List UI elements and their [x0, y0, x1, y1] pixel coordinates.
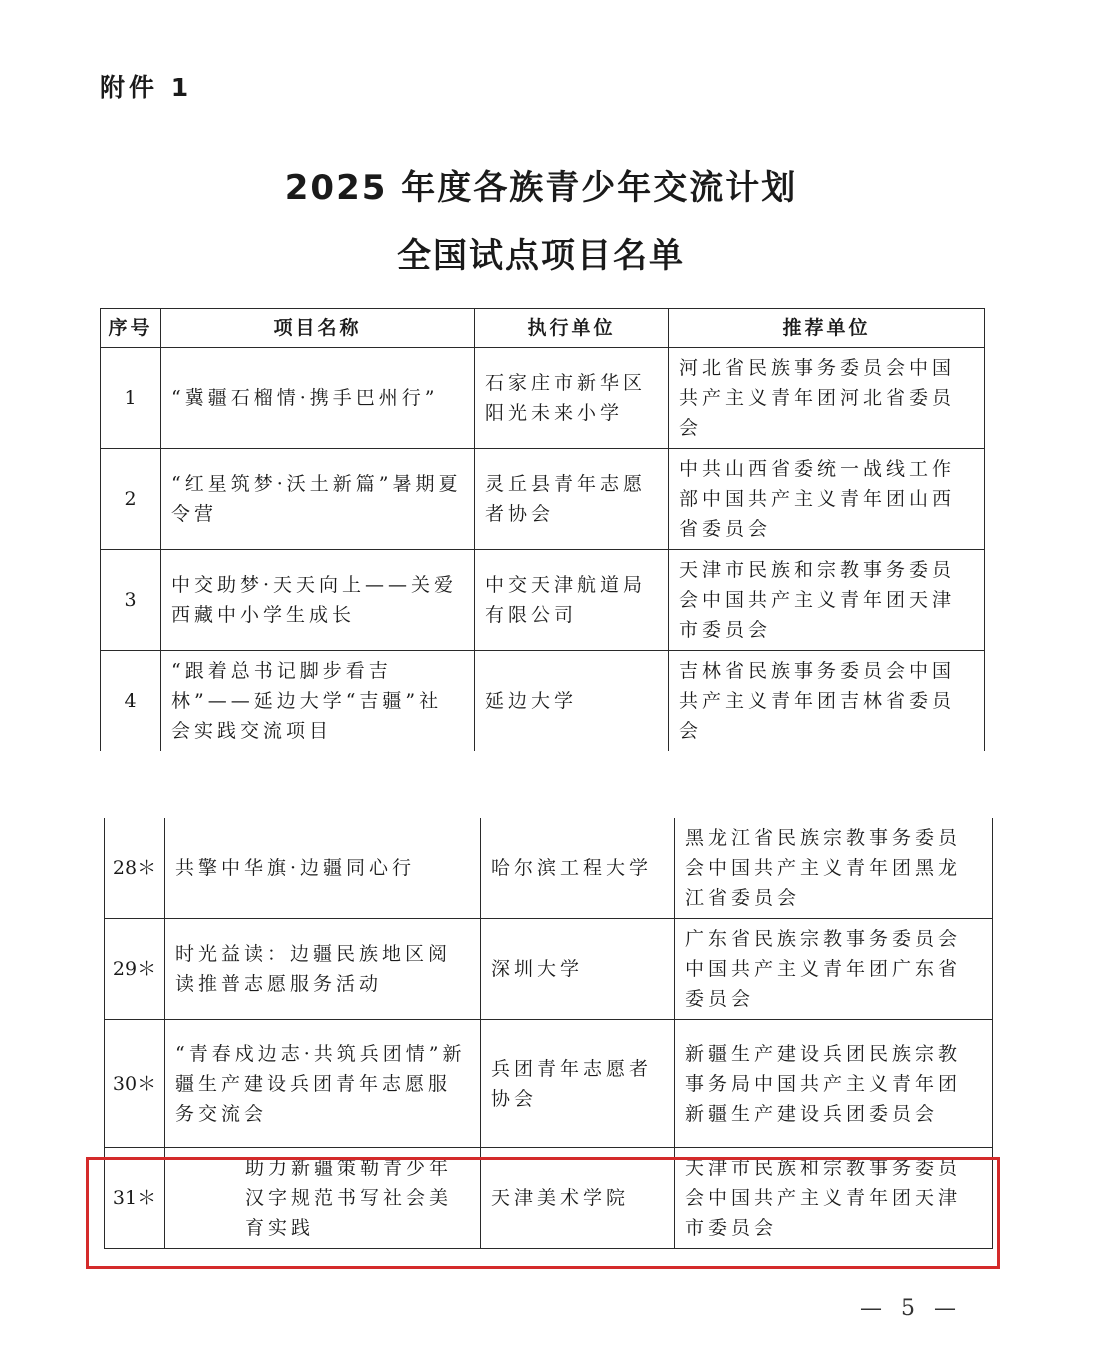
page-number: — 5 —: [860, 1296, 962, 1321]
row-executor: 天津美术学院: [481, 1148, 675, 1249]
table-row: [105, 919, 993, 1020]
row-executor: 延边大学: [475, 651, 669, 752]
header-executor: 执行单位: [475, 309, 669, 348]
row-no: 29＊: [105, 919, 165, 1020]
row-project-name: 时光益读：边疆民族地区阅读推普志愿服务活动: [165, 919, 481, 1020]
row-project-name: “红星筑梦·沃土新篇”暑期夏令营: [161, 449, 475, 550]
row-recommender: 广东省民族宗教事务委员会中国共产主义青年团广东省委员会: [675, 919, 993, 1020]
row-project-name: 共擎中华旗·边疆同心行: [165, 818, 481, 919]
row-project-name: “冀疆石榴情·携手巴州行”: [161, 348, 475, 449]
header-name: 项目名称: [161, 309, 475, 348]
row-no: 4: [101, 651, 161, 752]
row-recommender: 天津市民族和宗教事务委员会中国共产主义青年团天津市委员会: [675, 1148, 993, 1249]
row-no: 28＊: [105, 818, 165, 919]
row-recommender: 新疆生产建设兵团民族宗教事务局中国共产主义青年团新疆生产建设兵团委员会: [675, 1020, 993, 1148]
highlight-box: [86, 1157, 1000, 1269]
table-row: [101, 449, 985, 550]
table-row: [101, 348, 985, 449]
row-executor: 深圳大学: [481, 919, 675, 1020]
row-project-name: 助力新疆策勒青少年汉字规范书写社会美育实践: [165, 1148, 481, 1249]
row-recommender: 河北省民族事务委员会中国共产主义青年团河北省委员会: [669, 348, 985, 449]
row-executor: 中交天津航道局有限公司: [475, 550, 669, 651]
page-break-gap: [0, 762, 1112, 818]
table-row: [105, 818, 993, 919]
row-no: 3: [101, 550, 161, 651]
document-title-line-2: 全国试点项目名单: [397, 236, 685, 276]
row-recommender: 黑龙江省民族宗教事务委员会中国共产主义青年团黑龙江省委员会: [675, 818, 993, 919]
row-executor: 兵团青年志愿者协会: [481, 1020, 675, 1148]
header-recommender: 推荐单位: [669, 309, 985, 348]
row-recommender: 中共山西省委统一战线工作部中国共产主义青年团山西省委员会: [669, 449, 985, 550]
row-no: 30＊: [105, 1020, 165, 1148]
row-project-name: 中交助梦·天天向上——关爱西藏中小学生成长: [161, 550, 475, 651]
table-row: [105, 1020, 993, 1148]
header-no: 序号: [101, 309, 161, 348]
table-row: [101, 550, 985, 651]
row-no: 31＊: [105, 1148, 165, 1249]
row-no: 1: [101, 348, 161, 449]
row-no: 2: [101, 449, 161, 550]
table-row: [101, 651, 985, 752]
project-table-top: [100, 308, 985, 751]
row-recommender: 吉林省民族事务委员会中国共产主义青年团吉林省委员会: [669, 651, 985, 752]
document-title-line-1: 2025 年度各族青少年交流计划: [284, 168, 798, 208]
row-executor: 哈尔滨工程大学: [481, 818, 675, 919]
row-executor: 灵丘县青年志愿者协会: [475, 449, 669, 550]
row-project-name: “青春戍边志·共筑兵团情”新疆生产建设兵团青年志愿服务交流会: [165, 1020, 481, 1148]
table-header-row: [101, 309, 985, 348]
row-executor: 石家庄市新华区阳光未来小学: [475, 348, 669, 449]
row-recommender: 天津市民族和宗教事务委员会中国共产主义青年团天津市委员会: [669, 550, 985, 651]
attachment-label: 附件 1: [100, 73, 193, 102]
row-project-name: “跟着总书记脚步看吉林”——延边大学“吉疆”社会实践交流项目: [161, 651, 475, 752]
